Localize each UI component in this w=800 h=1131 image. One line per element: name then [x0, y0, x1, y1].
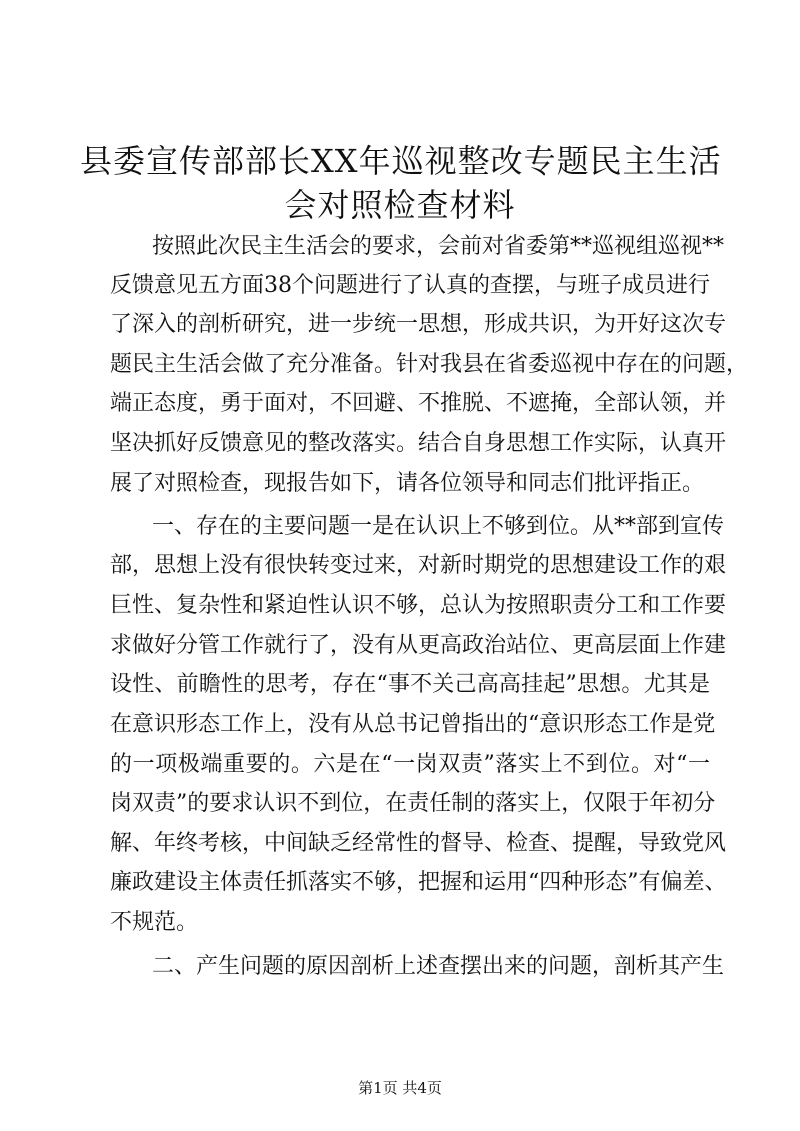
paragraph-2-line-4: 求做好分管工作就行了，没有从更高政治站位、更高层面上作建 — [110, 633, 727, 658]
paragraph-3-line-1: 二、产生问题的原因剖析上述查摆出来的问题，剖析其产生 — [152, 954, 725, 979]
paragraph-2-line-8: 岗双责”的要求认识不到位，在责任制的落实上，仅限于年初分 — [110, 791, 716, 816]
paragraph-2-line-5: 设性、前瞻性的思考，存在“事不关己高高挂起”思想。尤其是 — [110, 672, 710, 697]
paragraph-1-line-4: 题民主生活会做了充分准备。针对我县在省委巡视中存在的问题， — [110, 352, 749, 377]
paragraph-2-line-1: 一、存在的主要问题一是在认识上不够到位。从**部到宣传 — [152, 514, 725, 539]
document-title-line-2: 会对照检查材料 — [284, 186, 516, 224]
paragraph-2-line-7: 的一项极端重要的。六是在“一岗双责”落实上不到位。对“一 — [110, 752, 710, 777]
paragraph-1-line-3: 了深入的剖析研究，进一步统一思想，形成共识，为开好这次专 — [110, 312, 727, 337]
paragraph-1-line-5: 端正态度，勇于面对，不回避、不推脱、不遮掩，全部认领，并 — [110, 391, 727, 416]
paragraph-2-line-2: 部，思想上没有很快转变过来，对新时期党的思想建设工作的艰 — [110, 553, 727, 578]
paragraph-2-line-11: 不规范。 — [110, 910, 199, 935]
paragraph-1-line-7: 展了对照检查，现报告如下，请各位领导和同志们批评指正。 — [110, 471, 705, 496]
paragraph-2-line-3: 巨性、复杂性和紧迫性认识不够，总认为按照职责分工和工作要 — [110, 593, 727, 618]
paragraph-1-line-6: 坚决抓好反馈意见的整改落实。结合自身思想工作实际，认真开 — [110, 431, 727, 456]
paragraph-1-line-2: 反馈意见五方面38个问题进行了认真的查摆，与班子成员进行 — [110, 273, 710, 298]
paragraph-2-line-9: 解、年终考核，中间缺乏经常性的督导、检查、提醒，导致党风 — [110, 831, 727, 856]
paragraph-2-line-6: 在意识形态工作上，没有从总书记曾指出的“意识形态工作是党 — [110, 712, 716, 737]
page-footer: 第1页 共4页 — [358, 1079, 442, 1097]
document-title-line-1: 县委宣传部部长XX年巡视整改专题民主生活 — [80, 142, 722, 180]
paragraph-2-line-10: 廉政建设主体责任抓落实不够，把握和运用“四种形态”有偏差、 — [110, 870, 727, 895]
paragraph-1-line-1: 按照此次民主生活会的要求，会前对省委第**巡视组巡视** — [152, 234, 725, 259]
